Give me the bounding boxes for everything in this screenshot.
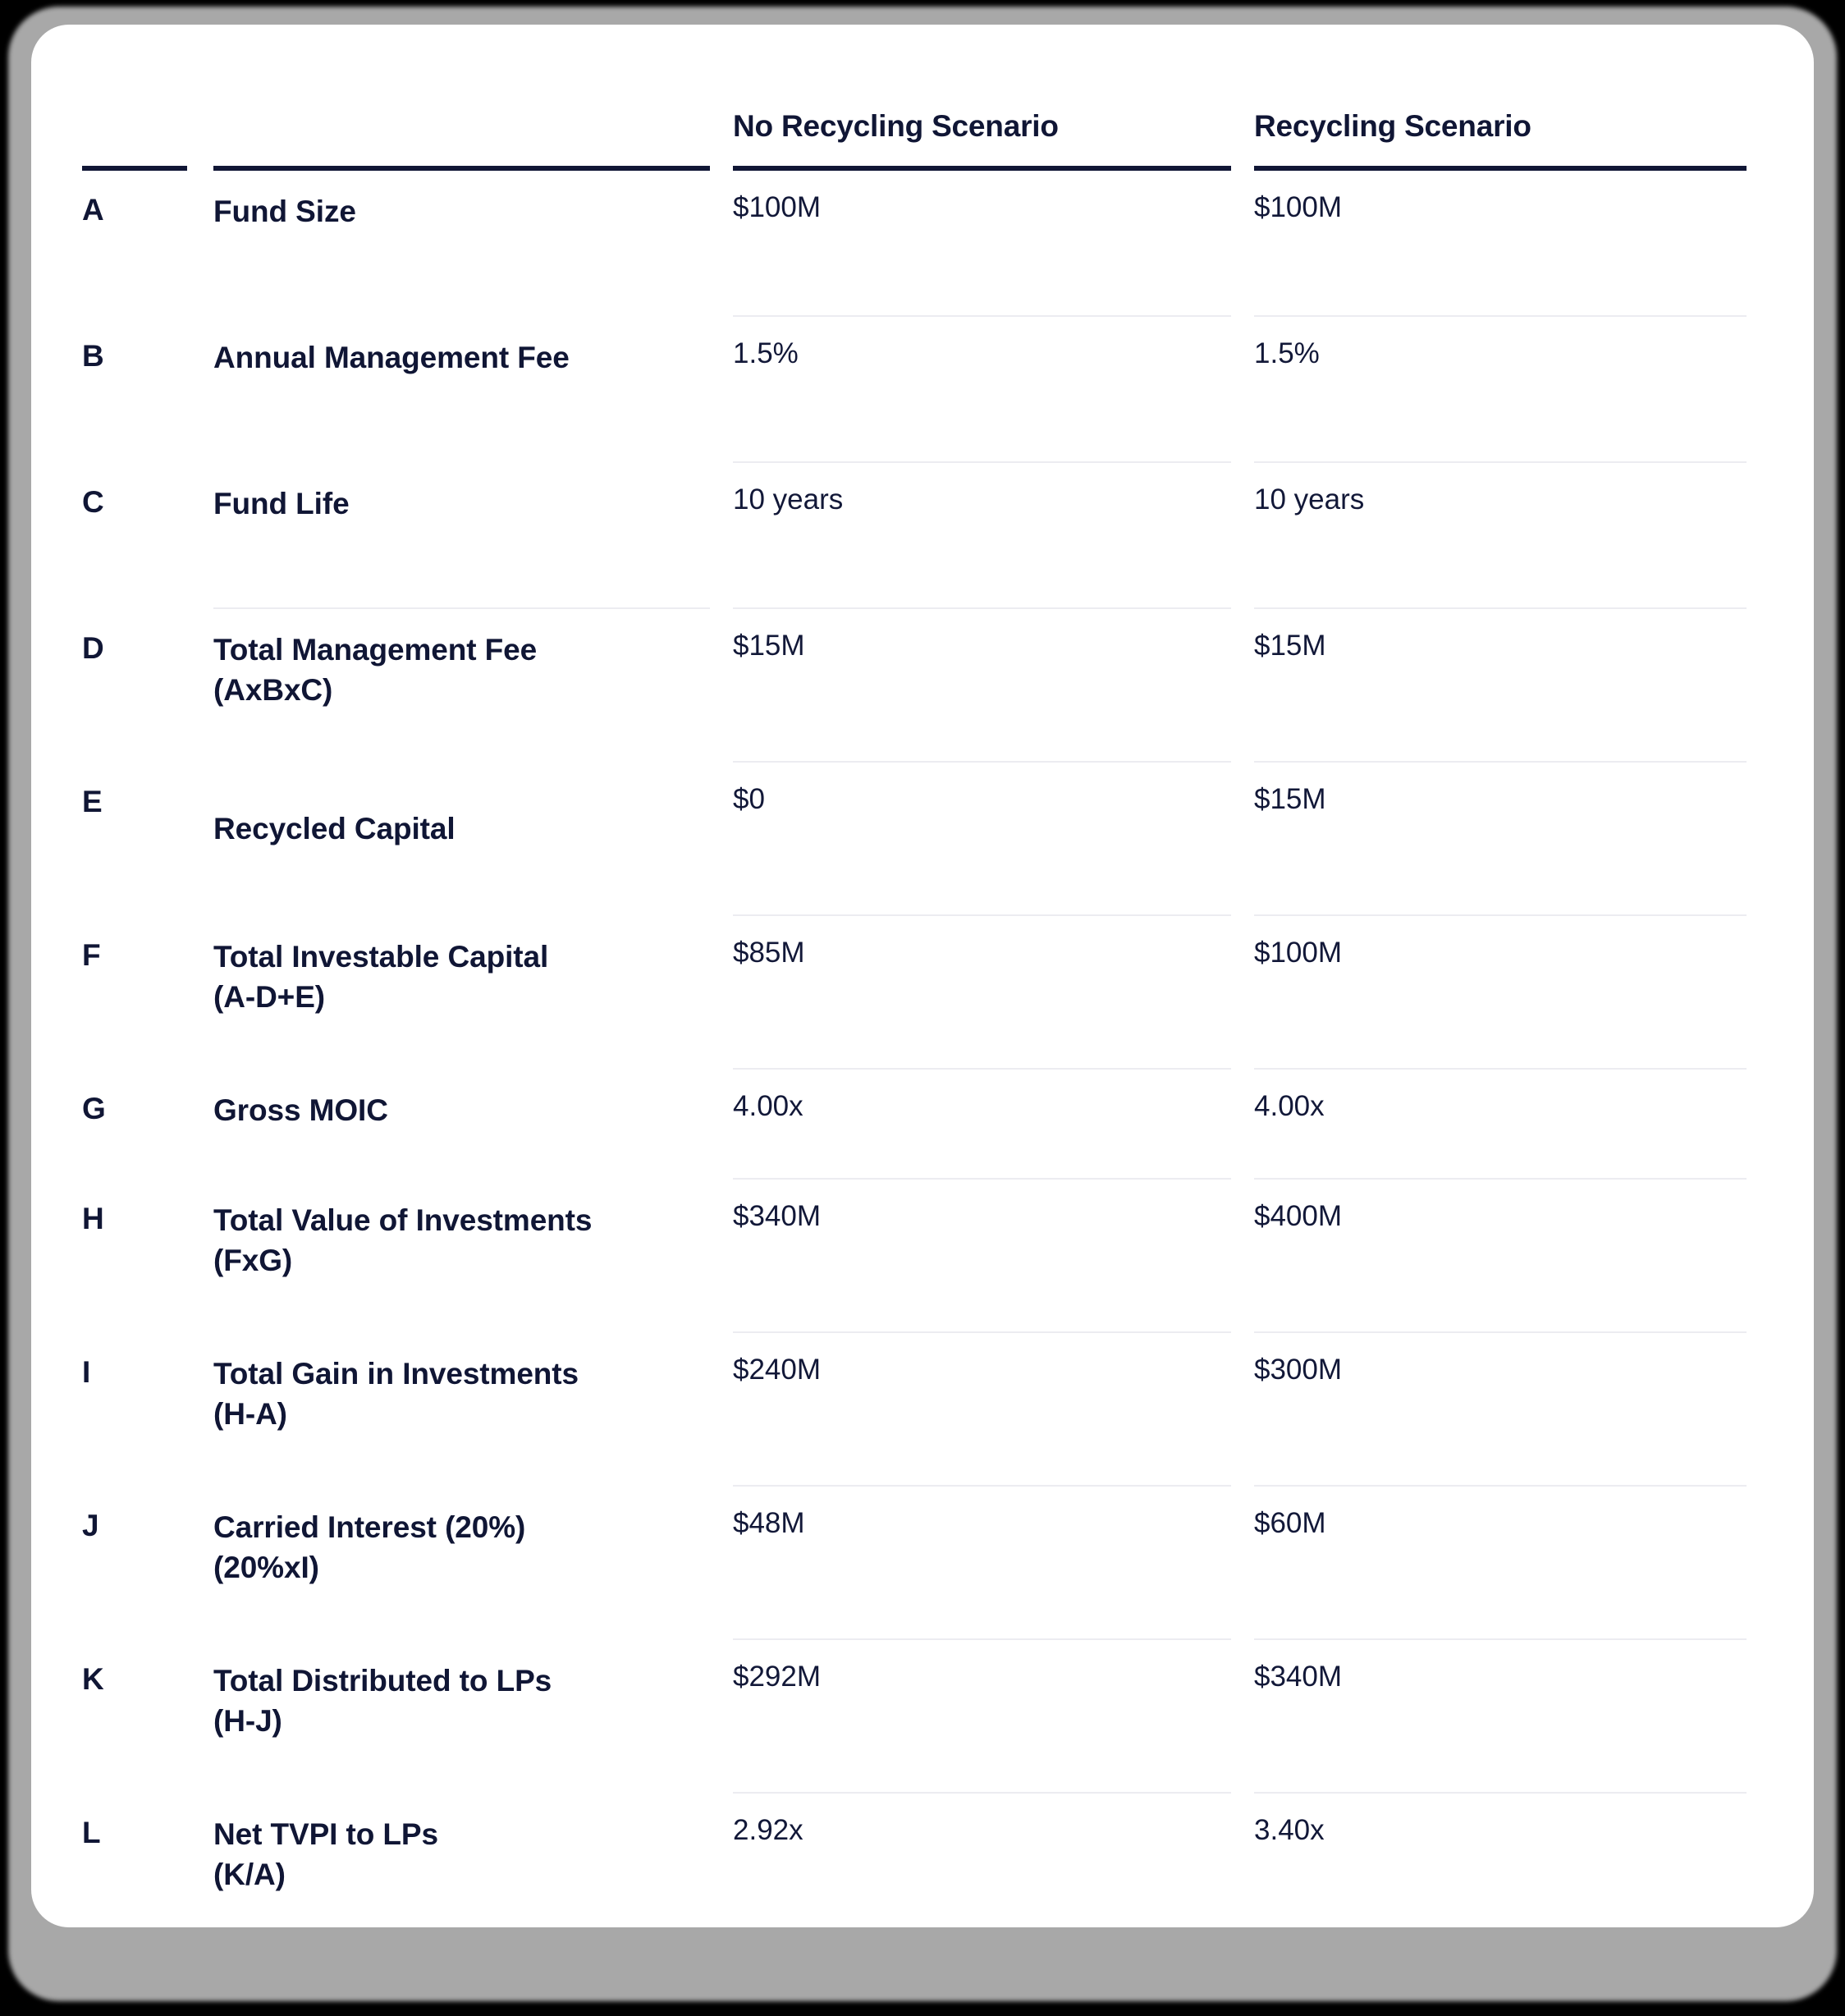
row-value-no-recycling: 1.5% (733, 337, 799, 369)
row-label-cell (213, 1794, 710, 1927)
header-recycling-scenario: Recycling Scenario (1254, 109, 1531, 144)
row-gap-2 (710, 1070, 733, 1180)
row-value-no-recycling: $240M (733, 1354, 822, 1386)
row-label-formula: (H-J) (213, 1703, 282, 1738)
row-gap-3 (1231, 1070, 1254, 1180)
row-letter: J (82, 1509, 99, 1542)
row-letter-cell (82, 1640, 187, 1794)
table-row (82, 609, 1797, 763)
row-value-recycling-cell (1254, 1333, 1747, 1487)
row-value-recycling: $100M (1254, 191, 1343, 223)
row-letter-cell (82, 317, 187, 463)
row-letter-cell (82, 763, 187, 916)
row-gap-1 (187, 1640, 213, 1794)
row-label: Total Distributed to LPs (H-J) (213, 1640, 710, 1742)
row-value-no-recycling: $15M (733, 630, 805, 662)
row-gap-3 (1231, 1487, 1254, 1640)
row-label: Total Gain in Investments (H-A) (213, 1333, 710, 1435)
row-label-formula: (AxBxC) (213, 672, 333, 707)
row-letter: L (82, 1816, 101, 1849)
row-label-cell (213, 1640, 710, 1794)
row-label: Total Investable Capital (A-D+E) (213, 916, 710, 1018)
row-label: Fund Size (213, 195, 356, 228)
row-label-formula: (20%xI) (213, 1550, 319, 1584)
row-value-recycling-cell (1254, 916, 1747, 1070)
row-value-recycling: $100M (1254, 937, 1343, 969)
row-letter-cell (82, 1333, 187, 1487)
header-cell-recycling (1254, 49, 1747, 171)
row-value-no-recycling-cell (733, 463, 1231, 609)
table-row (82, 1333, 1797, 1487)
row-letter-cell (82, 1070, 187, 1180)
row-label-formula: (A-D+E) (213, 979, 325, 1014)
row-label-cell (213, 609, 710, 763)
comparison-card (31, 25, 1814, 1927)
row-label: Total Management Fee (AxBxC) (213, 609, 710, 711)
row-gap-2 (710, 609, 733, 763)
row-value-recycling: $60M (1254, 1507, 1326, 1539)
row-value-no-recycling-cell (733, 1333, 1231, 1487)
row-gap-3 (1231, 171, 1254, 317)
row-gap-2 (710, 317, 733, 463)
row-value-recycling: 4.00x (1254, 1090, 1325, 1122)
row-label-formula: (FxG) (213, 1243, 293, 1277)
row-value-no-recycling: $100M (733, 191, 822, 223)
row-gap-2 (710, 1180, 733, 1333)
row-value-no-recycling-cell (733, 1070, 1231, 1180)
row-label-cell (213, 763, 710, 916)
row-gap-1 (187, 609, 213, 763)
row-value-recycling: $15M (1254, 783, 1326, 815)
row-label-cell (213, 1070, 710, 1180)
row-value-recycling: 10 years (1254, 483, 1365, 515)
row-value-recycling-cell (1254, 763, 1747, 916)
row-gap-1 (187, 1070, 213, 1180)
header-cell-letter (82, 49, 187, 171)
row-label: Fund Life (213, 487, 350, 520)
row-label: Total Value of Investments (FxG) (213, 1180, 710, 1281)
row-label-formula: (H-A) (213, 1396, 287, 1431)
row-value-no-recycling: $340M (733, 1200, 822, 1232)
row-letter-cell (82, 171, 187, 317)
row-letter-cell (82, 1180, 187, 1333)
row-gap-3 (1231, 763, 1254, 916)
table-row (82, 171, 1797, 317)
row-gap-1 (187, 463, 213, 609)
row-gap-1 (187, 1487, 213, 1640)
row-letter: C (82, 485, 104, 519)
row-gap-1 (187, 1794, 213, 1927)
row-gap-2 (710, 1487, 733, 1640)
row-value-recycling-cell (1254, 317, 1747, 463)
row-value-recycling: 3.40x (1254, 1814, 1325, 1846)
row-value-recycling-cell (1254, 171, 1747, 317)
row-value-recycling-cell (1254, 1070, 1747, 1180)
row-label-formula: (K/A) (213, 1857, 286, 1891)
header-no-recycling-scenario: No Recycling Scenario (733, 109, 1059, 144)
row-value-recycling-cell (1254, 1180, 1747, 1333)
row-letter: B (82, 339, 104, 373)
row-value-recycling: $300M (1254, 1354, 1343, 1386)
row-letter: A (82, 193, 104, 227)
row-gap-2 (710, 763, 733, 916)
row-gap-3 (1231, 609, 1254, 763)
row-letter: H (82, 1202, 104, 1235)
row-letter-cell (82, 463, 187, 609)
row-gap-3 (1231, 1333, 1254, 1487)
row-letter: G (82, 1092, 106, 1125)
row-value-no-recycling-cell (733, 763, 1231, 916)
table-header-row (82, 49, 1797, 171)
row-value-no-recycling-cell (733, 1487, 1231, 1640)
table-row (82, 1180, 1797, 1333)
row-value-recycling-cell (1254, 1640, 1747, 1794)
row-value-no-recycling: 2.92x (733, 1814, 803, 1846)
table-row (82, 1487, 1797, 1640)
row-label-cell (213, 1487, 710, 1640)
row-value-no-recycling: $0 (733, 783, 765, 815)
row-letter: F (82, 938, 101, 972)
table-row (82, 317, 1797, 463)
row-label-cell (213, 1333, 710, 1487)
row-gap-2 (710, 463, 733, 609)
row-letter: K (82, 1662, 104, 1696)
row-gap-1 (187, 763, 213, 916)
row-value-no-recycling-cell (733, 317, 1231, 463)
row-letter-cell (82, 1794, 187, 1927)
row-value-recycling: $15M (1254, 630, 1326, 662)
scenario-comparison-table (82, 49, 1797, 1927)
row-value-no-recycling: 10 years (733, 483, 844, 515)
row-label: Gross MOIC (213, 1093, 388, 1127)
row-gap-1 (187, 1333, 213, 1487)
row-value-recycling-cell (1254, 463, 1747, 609)
row-gap-3 (1231, 463, 1254, 609)
row-value-no-recycling-cell (733, 171, 1231, 317)
row-gap-3 (1231, 317, 1254, 463)
row-letter: D (82, 631, 104, 665)
header-cell-label (213, 49, 710, 171)
row-value-no-recycling-cell (733, 609, 1231, 763)
row-value-recycling: 1.5% (1254, 337, 1320, 369)
table-row (82, 763, 1797, 916)
row-value-recycling: $340M (1254, 1661, 1343, 1693)
row-gap-1 (187, 171, 213, 317)
table-row (82, 463, 1797, 609)
table-row (82, 1794, 1797, 1927)
row-gap-3 (1231, 1794, 1254, 1927)
row-label-cell (213, 463, 710, 609)
row-value-no-recycling: $85M (733, 937, 805, 969)
table-row (82, 1070, 1797, 1180)
row-gap-1 (187, 916, 213, 1070)
row-gap-2 (710, 171, 733, 317)
row-letter: I (82, 1355, 91, 1389)
row-gap-3 (1231, 1640, 1254, 1794)
row-gap-2 (710, 1794, 733, 1927)
table-row (82, 916, 1797, 1070)
row-value-no-recycling-cell (733, 1640, 1231, 1794)
table-row (82, 1640, 1797, 1794)
row-label: Recycled Capital (213, 812, 456, 845)
row-value-no-recycling: $48M (733, 1507, 805, 1539)
row-label: Net TVPI to LPs (K/A) (213, 1794, 710, 1895)
row-gap-3 (1231, 1180, 1254, 1333)
row-letter: E (82, 785, 103, 818)
table-body (82, 171, 1797, 1927)
row-label-cell (213, 916, 710, 1070)
row-label: Annual Management Fee (213, 341, 570, 374)
row-value-recycling-cell (1254, 609, 1747, 763)
row-label-cell (213, 1180, 710, 1333)
header-cell-no-recycling (733, 49, 1231, 171)
row-gap-2 (710, 916, 733, 1070)
row-label-cell (213, 171, 710, 317)
row-label: Carried Interest (20%) (20%xI) (213, 1487, 710, 1588)
row-value-no-recycling-cell (733, 1794, 1231, 1927)
row-gap-1 (187, 317, 213, 463)
row-gap-2 (710, 1333, 733, 1487)
row-value-no-recycling: 4.00x (733, 1090, 803, 1122)
row-letter-cell (82, 1487, 187, 1640)
row-value-recycling: $400M (1254, 1200, 1343, 1232)
row-value-no-recycling-cell (733, 1180, 1231, 1333)
row-gap-1 (187, 1180, 213, 1333)
row-gap-2 (710, 1640, 733, 1794)
row-label-cell (213, 317, 710, 463)
row-value-no-recycling: $292M (733, 1661, 822, 1693)
row-letter-cell (82, 916, 187, 1070)
row-value-no-recycling-cell (733, 916, 1231, 1070)
row-value-recycling-cell (1254, 1794, 1747, 1927)
row-value-recycling-cell (1254, 1487, 1747, 1640)
row-letter-cell (82, 609, 187, 763)
row-gap-3 (1231, 916, 1254, 1070)
